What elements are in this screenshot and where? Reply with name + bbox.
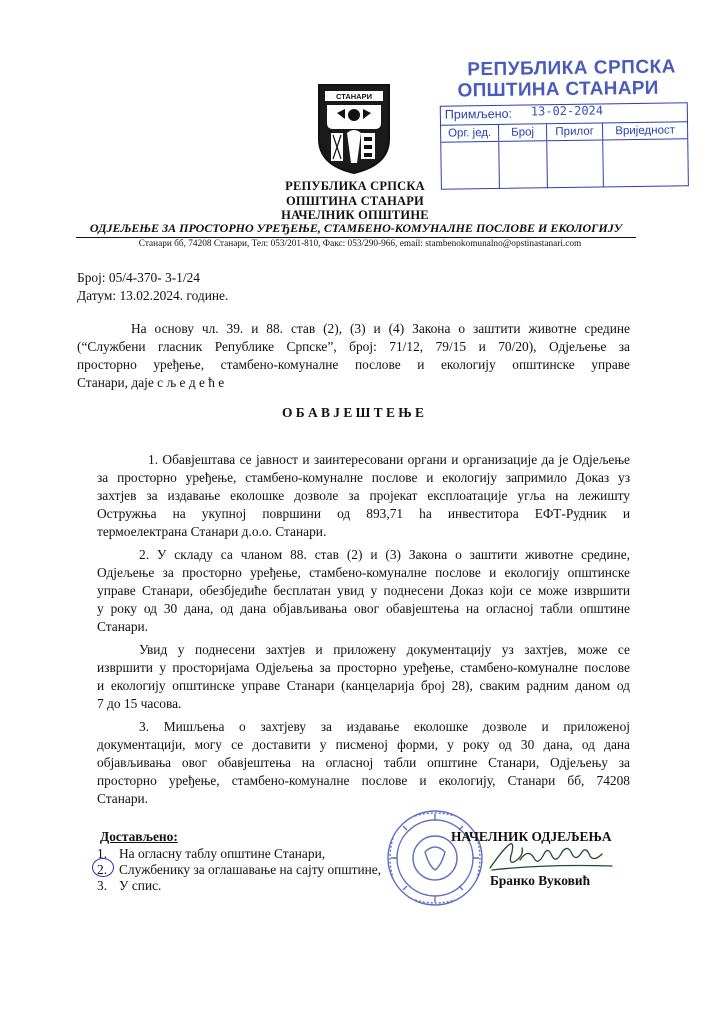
p1-line-4: Остружња на укупној површини од 893,71 ha инвеститора ЕФТ-Рудник и <box>97 506 630 521</box>
document-date: Датум: 13.02.2024. године. <box>77 288 229 303</box>
stamp-col-org-unit: Орг. јед. <box>441 127 498 143</box>
p4-line-3: објављивања овог обавјештења на огласној табли општине Станари, Одјељењу за <box>97 755 630 770</box>
intro-line-2: (“Службени гласник Републике Српске”, број: 71/12, 79/15 и 70/20), Одјељење за <box>77 339 630 354</box>
stamp-col-number: Број <box>499 126 546 142</box>
delivered-heading: Достављено: <box>100 829 178 844</box>
stamp-grid <box>440 102 689 189</box>
document-title: О Б А В Ј Е Ш Т Е Њ Е <box>282 405 424 420</box>
header-mayor: НАЧЕЛНИК ОПШТИНЕ <box>281 208 429 222</box>
p2-line-2: Одјељење за просторно уређење, стамбено-комуналне послове и екологију општинске <box>97 565 630 580</box>
handwritten-signature <box>484 838 616 874</box>
p3-line-1: Увид у поднесени захтјев и приложену документацију уз захтјев, може се <box>139 642 630 657</box>
p1-line-2: за просторно уређење, стамбено-комуналне послове и екологију запримило Доказ уз <box>97 470 630 485</box>
header-contact: Станари бб, 74208 Станари, Тел: 053/201-810, Факс: 053/290-966, email: stambenokomunalno@opstinastanari.com <box>138 239 582 249</box>
intro-line-1: На основу чл. 39. и 88. став (2), (3) и (4) Закона о заштити животне средине <box>131 321 630 336</box>
delivered-item-3 <box>97 877 161 895</box>
p4-line-2: документацији, могу се доставити у писменој форми, у року од 30 дана, од дана <box>97 737 630 752</box>
intro-line-4: Станари, даје с љ е д е ћ е <box>77 375 225 390</box>
p2-line-4: у року од 30 дана, од дана објављивања овог обавјештења на огласној табли општине <box>97 601 630 616</box>
stamp-municipality: ОПШТИНА СТАНАРИ <box>457 77 659 102</box>
delivered-item-text: На огласну таблу општине Станари, <box>119 846 326 861</box>
p2-line-1: 2. У складу са чланом 88. став (2) и (3) Закона о заштити животне средине, <box>139 547 630 562</box>
p1-line-1: 1. Обавјештава се јавност и заинтересовани органи и организације да је Одјељење <box>148 452 630 467</box>
header-department: ОДЈЕЉЕЊЕ ЗА ПРОСТОРНО УРЕЂЕЊЕ, СТАМБЕНО-КОМУНАЛНЕ ПОСЛОВЕ И ЕКОЛОГИЈУ <box>76 221 636 238</box>
p4-line-5: Станари. <box>97 791 149 806</box>
delivered-item-number: 1. <box>97 846 108 861</box>
delivered-item-number: 2. <box>97 862 108 877</box>
intro-line-3: просторно уређење, стамбено-комуналне послове и екологију општинске управе <box>77 357 630 372</box>
stamp-republic: РЕПУБЛИКА СРПСКА <box>467 56 677 81</box>
signatory-title: НАЧЕЛНИК ОДЈЕЉЕЊА <box>451 829 612 844</box>
delivered-item-1 <box>97 845 325 863</box>
stamp-received-label: Примљено: <box>444 106 513 122</box>
header-municipality: ОПШТИНА СТАНАРИ <box>286 194 424 208</box>
stamp-col-attachment: Прилог <box>547 125 602 141</box>
p1-line-5: термоелектрана Станари д.о.о. Станари. <box>97 524 327 539</box>
delivered-item-text: Службенику за оглашавање на сајту општине, <box>119 862 382 877</box>
p3-line-3: и екологију општинске управе Станари (канцеларија број 28), сваким радним даном од <box>97 678 630 693</box>
p4-line-4: просторно уређење, стамбено-комуналне послове и екологију, Станари бб, 74208 <box>97 773 630 788</box>
delivered-item-text: У спис. <box>119 878 162 893</box>
header-republic: РЕПУБЛИКА СРПСКА <box>285 179 425 193</box>
official-round-stamp <box>385 808 485 908</box>
signatory-name: Бранко Вуковић <box>490 873 591 888</box>
emblem-label: СТАНАРИ <box>336 92 372 101</box>
hand-drawn-circle-mark <box>92 858 114 877</box>
registration-stamp <box>439 56 691 189</box>
delivered-item-number: 3. <box>97 878 108 893</box>
p3-line-2: извршити у просторијама Одјељења за просторно уређење, стамбено-комуналне послове <box>97 660 630 675</box>
p2-line-5: Станари. <box>97 619 149 634</box>
delivered-item-2 <box>97 861 381 879</box>
p3-line-4: 7 до 15 часова. <box>97 696 182 711</box>
municipality-coat-of-arms <box>317 83 391 175</box>
document-number: Број: 05/4-370- 3-1/24 <box>77 270 200 285</box>
p1-line-3: захтјев за издавање еколошке дозволе за пројекат експлоатације угља на лежишту <box>97 488 630 503</box>
stamp-received-date: 13-02-2024 <box>530 103 604 119</box>
stamp-col-value: Вриједност <box>603 124 687 140</box>
p2-line-3: управе Станари, обезбједиће бесплатан увид у поднесени Доказ који се може извршити <box>97 583 630 598</box>
p4-line-1: 3. Мишљења о захтјеву за издавање еколошке дозволе и приложеној <box>139 719 630 734</box>
